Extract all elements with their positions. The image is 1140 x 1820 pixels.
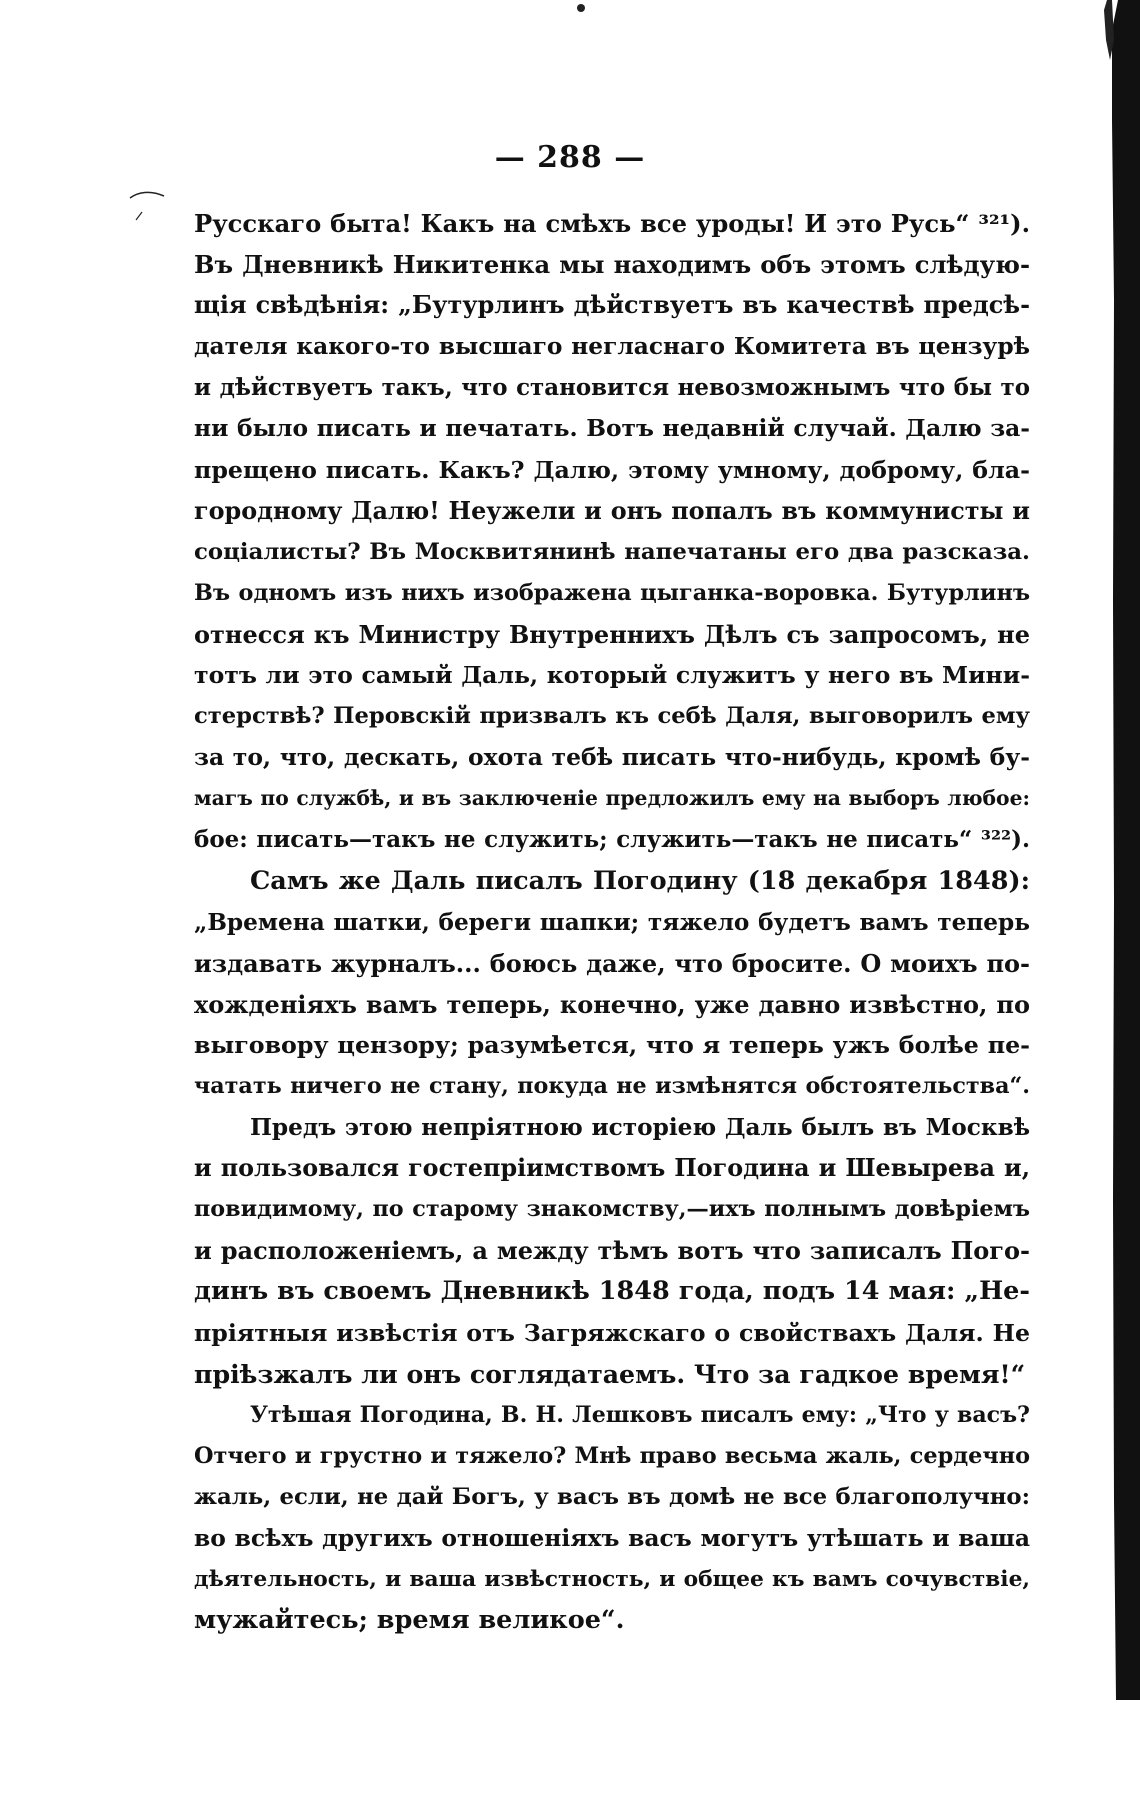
text-line: соціалисты? Въ Москвитянинѣ напечатаны его два разсказа. — [194, 538, 1030, 565]
page-number: — 288 — — [494, 140, 646, 175]
text-line: щія свѣдѣнія: „Бутурлинъ дѣйствуетъ въ качествѣ предсѣ- — [194, 291, 1030, 320]
text-line: Въ одномъ изъ нихъ изображена цыганка-воровка. Бутурлинъ — [194, 579, 1030, 606]
text-line: дѣятельность, и ваша извѣстность, и общее къ вамъ сочувствіе, — [194, 1567, 1030, 1593]
text-line: дателя какого-то высшаго негласнаго Комитета въ цензурѣ — [194, 333, 1030, 361]
text-line: прещено писать. Какъ? Далю, этому умному, доброму, бла- — [194, 455, 1030, 484]
binding-edge — [1104, 0, 1140, 1700]
text-line: магъ по службѣ, и въ заключеніе предложилъ ему на выборъ любое: — [194, 786, 1030, 811]
text-line: ни было писать и печатать. Вотъ недавній случай. Далю за- — [194, 414, 1030, 443]
margin-mark — [128, 182, 168, 222]
text-line: мужайтесь; время великое“. — [194, 1605, 625, 1636]
text-line: издавать журналъ... боюсь даже, что бросите. О моихъ по- — [194, 948, 1030, 978]
ink-dot — [575, 0, 587, 16]
text-line: бое: писать—такъ не служить; служить—такъ не писать“ ³²²). — [194, 826, 1030, 854]
text-line: Въ Дневникѣ Никитенка мы находимъ объ этомъ слѣдую- — [194, 250, 1030, 280]
text-line: городному Далю! Неужели и онъ попалъ въ коммунисты и — [194, 496, 1030, 525]
text-line: пріѣзжалъ ли онъ соглядатаемъ. Что за гадкое время!“ — [194, 1358, 1026, 1389]
text-line: повидимому, по старому знакомству,—ихъ полнымъ довѣріемъ — [194, 1196, 1030, 1223]
text-line: и дѣйствуетъ такъ, что становится невозможнымъ что бы то — [194, 374, 1030, 402]
text-line: Утѣшая Погодина, В. Н. Лешковъ писалъ ему: „Что у васъ? — [250, 1401, 1030, 1428]
text-line: выговору цензору; разумѣется, что я теперь ужъ болѣе пе- — [194, 1030, 1030, 1059]
text-line: хожденіяхъ вамъ теперь, конечно, уже давно извѣстно, по — [194, 989, 1030, 1019]
text-line: Русскаго быта! Какъ на смѣхъ все уроды! И это Русь“ ³²¹). — [194, 209, 1030, 238]
text-line: динъ въ своемъ Дневникѣ 1848 года, подъ 14 мая: „Не- — [194, 1276, 1030, 1307]
text-line: чатать ничего не стану, покуда не измѣнятся обстоятельства“. — [194, 1072, 1030, 1099]
text-line: во всѣхъ другихъ отношеніяхъ васъ могутъ утѣшать и ваша — [194, 1524, 1030, 1552]
text-line: отнесся къ Министру Внутреннихъ Дѣлъ съ запросомъ, не — [194, 619, 1030, 649]
text-line: пріятныя извѣстія отъ Загряжскаго о свойствахъ Даля. Не — [194, 1318, 1030, 1347]
text-line: тотъ ли это самый Даль, который служитъ у него въ Мини- — [194, 661, 1030, 690]
text-line: и пользовался гостепріимствомъ Погодина и Шевырева и, — [194, 1154, 1030, 1183]
text-line: „Времена шатки, береги шапки; тяжело будетъ вамъ теперь — [194, 908, 1030, 936]
text-line: Самъ же Даль писалъ Погодину (18 декабря 1848): — [250, 865, 1030, 896]
text-line: за то, что, дескать, охота тебѣ писать что-нибудь, кромѣ бу- — [194, 743, 1030, 772]
text-line: стерствѣ? Перовскій призвалъ къ себѣ Даля, выговорилъ ему — [194, 703, 1030, 730]
text-body — [194, 203, 1030, 1641]
text-line: жаль, если, не дай Богъ, у васъ въ домѣ не все благополучно: — [194, 1483, 1030, 1510]
text-line: и расположеніемъ, а между тѣмъ вотъ что записалъ Пого- — [194, 1236, 1030, 1266]
text-line: Отчего и грустно и тяжело? Мнѣ право весьма жаль, сердечно — [194, 1442, 1030, 1469]
text-line: Предъ этою непріятною исторіею Даль былъ въ Москвѣ — [250, 1114, 1030, 1142]
